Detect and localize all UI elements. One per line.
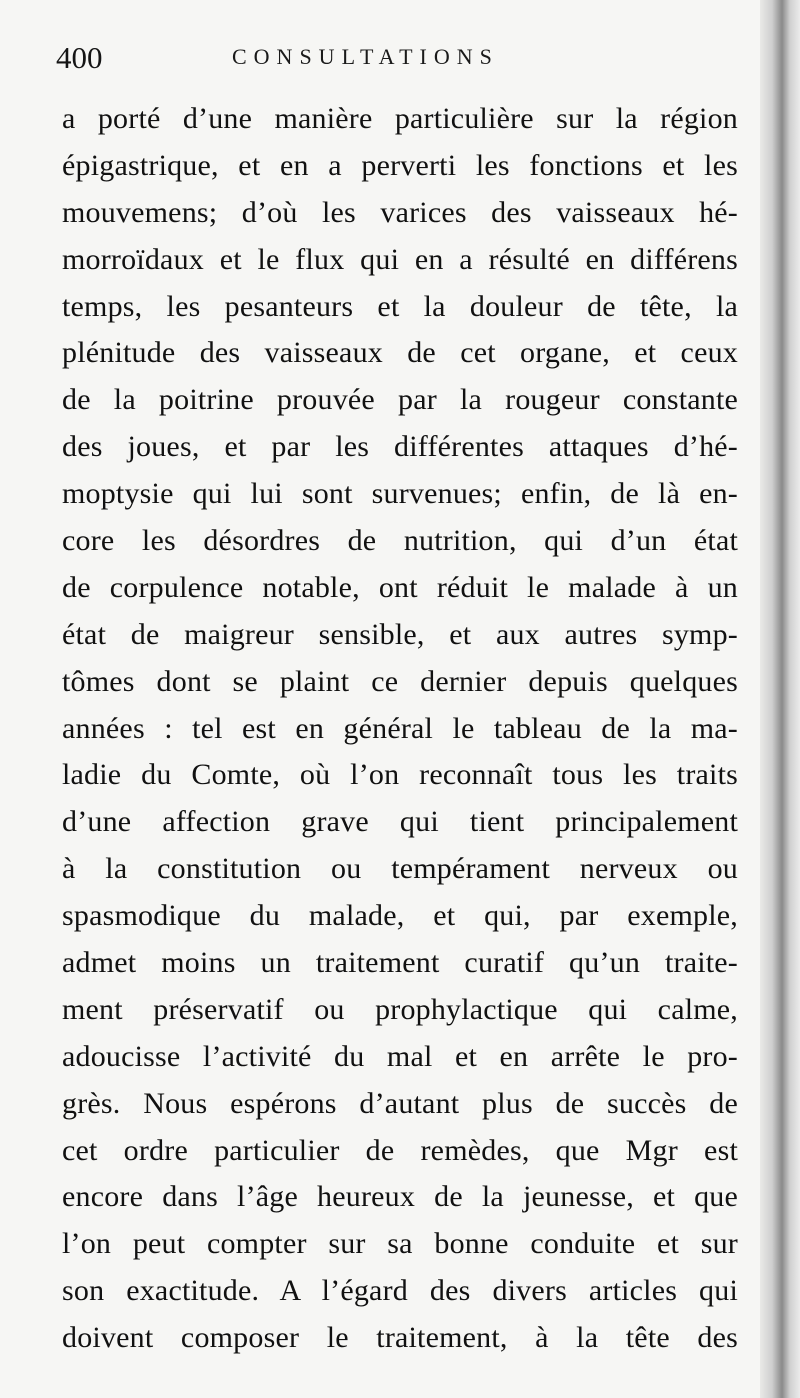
- text-line-25: l’on peut compter sur sa bonne conduite et sur: [62, 1227, 738, 1261]
- text-line-18: spasmodique du malade, et qui, par exemple,: [62, 899, 738, 933]
- text-line-15: ladie du Comte, où l’on reconnaît tous les traits: [62, 758, 738, 792]
- text-line-17: à la constitution ou tempérament nerveux ou: [62, 852, 738, 886]
- text-line-11: de corpulence notable, ont réduit le malade à un: [62, 570, 738, 604]
- text-line-2: épigastrique, et en a perverti les fonctions et les: [62, 148, 738, 182]
- text-line-23: cet ordre particulier de remèdes, que Mgr est: [62, 1133, 738, 1167]
- text-line-3: mouvemens; d’où les varices des vaisseaux hé-: [62, 195, 738, 229]
- text-line-24: encore dans l’âge heureux de la jeunesse, et que: [62, 1180, 738, 1214]
- page-number: 400: [56, 40, 103, 75]
- text-line-8: des joues, et par les différentes attaques d’hé-: [62, 430, 738, 464]
- page-gutter-shadow: [760, 0, 800, 1398]
- text-line-20: ment préservatif ou prophylactique qui calme,: [62, 992, 738, 1026]
- text-line-1: a porté d’une manière particulière sur la région: [62, 102, 738, 135]
- text-line-5: temps, les pesanteurs et la douleur de tête, la: [62, 289, 738, 323]
- text-line-27: doivent composer le traitement, à la tête des: [62, 1321, 738, 1355]
- text-line-19: admet moins un traitement curatif qu’un traite-: [62, 946, 738, 980]
- text-line-13: tômes dont se plaint ce dernier depuis quelques: [62, 664, 738, 698]
- text-line-12: état de maigreur sensible, et aux autres symp-: [62, 617, 738, 651]
- text-line-22: grès. Nous espérons d’autant plus de succès de: [62, 1086, 738, 1120]
- text-line-4: morroïdaux et le flux qui en a résulté en différens: [62, 242, 738, 276]
- running-head: CONSULTATIONS: [232, 44, 499, 69]
- text-line-10: core les désordres de nutrition, qui d’un état: [62, 524, 738, 558]
- page-header: [56, 40, 756, 84]
- text-line-26: son exactitude. A l’égard des divers articles qui: [62, 1274, 738, 1308]
- text-line-14: années : tel est en général le tableau de la ma-: [62, 711, 738, 745]
- text-line-7: de la poitrine prouvée par la rougeur constante: [62, 383, 738, 417]
- body-text: [62, 96, 738, 1362]
- text-line-6: plénitude des vaisseaux de cet organe, et ceux: [62, 336, 738, 370]
- text-line-9: moptysie qui lui sont survenues; enfin, de là en-: [62, 477, 738, 511]
- text-line-21: adoucisse l’activité du mal et en arrête le pro-: [62, 1039, 738, 1073]
- text-line-16: d’une affection grave qui tient principalement: [62, 805, 738, 839]
